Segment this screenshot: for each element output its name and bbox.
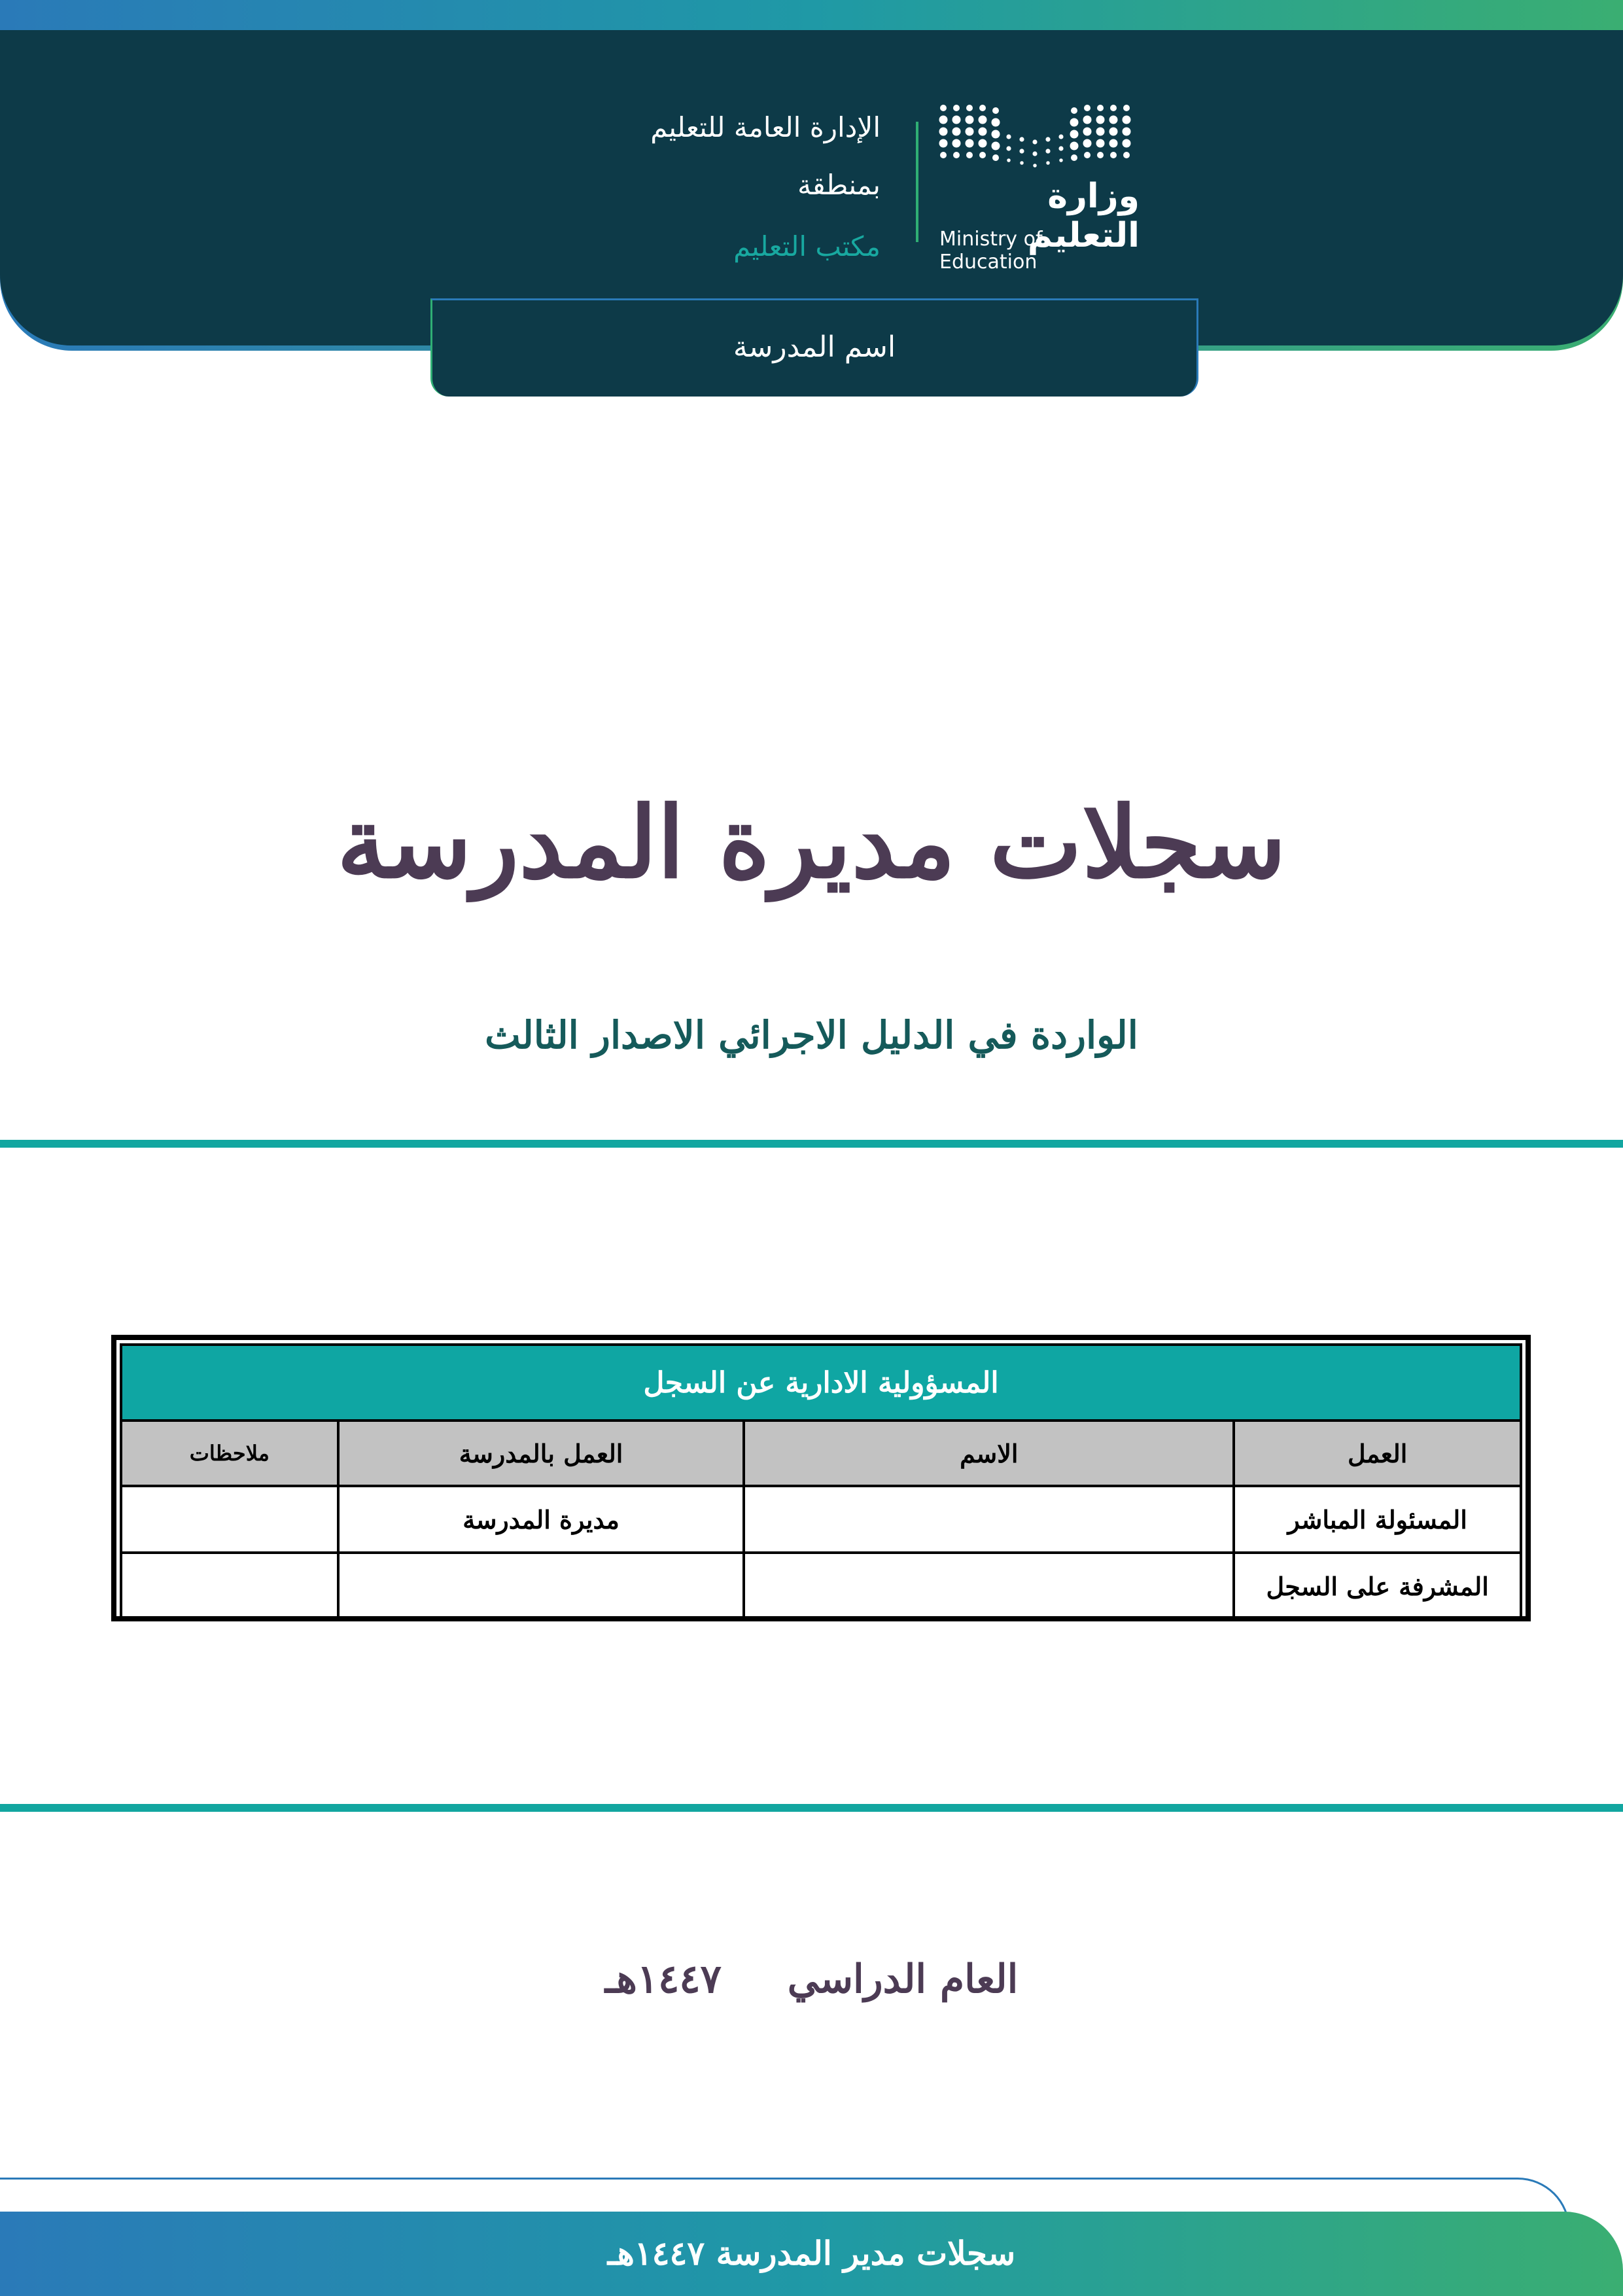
academic-year-value: ١٤٤٧هـ: [604, 1956, 722, 2002]
footer-bar: [0, 2212, 1623, 2296]
header-divider: [916, 122, 918, 242]
logo-dot: [1045, 137, 1050, 141]
logo-dot: [979, 139, 987, 148]
logo-dot: [992, 118, 1000, 127]
footer-text: سجلات مدير المدرسة ١٤٤٧هـ: [607, 2234, 1016, 2272]
logo-dot: [1096, 128, 1105, 136]
logo-dot: [1045, 149, 1050, 153]
logo-dot: [1083, 139, 1092, 148]
logo-dot: [992, 107, 999, 114]
school-name-tab: [430, 298, 1198, 397]
table-header-row: [121, 1421, 1521, 1486]
logo-dot: [1109, 128, 1118, 136]
logo-dot: [1109, 139, 1118, 148]
page-title: سجلات مديرة المدرسة: [336, 785, 1287, 900]
table-row: [121, 1553, 1521, 1619]
logo-dot: [1097, 105, 1104, 111]
logo-dot: [1123, 139, 1131, 148]
logo-dot: [992, 142, 1000, 150]
logo-dot: [952, 116, 961, 124]
logo-dot: [966, 152, 973, 158]
table-row: [121, 1486, 1521, 1553]
logo-dot: [940, 105, 947, 111]
logo-dot: [1109, 116, 1118, 124]
logo-dot: [1058, 134, 1063, 139]
admin-line-1: الإدارة العامة للتعليم: [650, 111, 881, 143]
responsibility-table-grid: [120, 1343, 1522, 1621]
divider-line-bottom: [0, 1804, 1623, 1812]
page-subtitle: الواردة في الدليل الاجرائي الاصدار الثالث: [485, 1013, 1138, 1057]
logo-dot: [1123, 152, 1130, 158]
logo-dot: [1123, 128, 1131, 136]
table-cell[interactable]: [744, 1486, 1234, 1553]
logo-dot: [1032, 139, 1037, 144]
admin-line-3: مكتب التعليم: [733, 230, 881, 262]
logo-dot: [1019, 137, 1024, 141]
table-cell[interactable]: [744, 1553, 1234, 1619]
school-name: اسم المدرسة: [733, 330, 896, 364]
logo-dot: [1071, 107, 1077, 114]
logo-dot: [953, 105, 960, 111]
logo-english-text: Ministry of Education: [939, 228, 1043, 274]
table-cell[interactable]: [121, 1553, 338, 1619]
table-cell: المسئولة المباشر: [1234, 1486, 1521, 1553]
logo-dot: [1123, 105, 1130, 111]
logo-dot: [952, 128, 961, 136]
logo-dot: [1019, 149, 1024, 153]
logo-dot: [940, 152, 947, 158]
admin-line-2: بمنطقة: [797, 169, 881, 201]
academic-year-label: العام الدراسي: [787, 1956, 1019, 2002]
logo-dot: [966, 139, 974, 148]
logo-dot: [953, 152, 960, 158]
col-header-school-role: العمل بالمدرسة: [338, 1421, 744, 1486]
logo-dot: [966, 128, 974, 136]
col-header-work: العمل: [1234, 1421, 1521, 1486]
logo-dot: [979, 128, 987, 136]
logo-dot: [979, 152, 986, 158]
logo-dot: [966, 116, 974, 124]
col-header-name: الاسم: [744, 1421, 1234, 1486]
logo-dot: [1032, 151, 1037, 156]
table-cell: المشرفة على السجل: [1234, 1553, 1521, 1619]
logo-dot: [992, 130, 1000, 139]
logo-dot: [1083, 128, 1092, 136]
logo-dot: [1110, 105, 1117, 111]
logo-dot: [952, 139, 961, 148]
logo-dot: [1084, 152, 1091, 158]
logo-dot: [1006, 146, 1011, 150]
responsibility-table: [111, 1335, 1531, 1621]
logo-dot: [1096, 116, 1105, 124]
logo-dot: [1096, 139, 1105, 148]
logo-dot: [1070, 118, 1079, 127]
logo-dot: [1046, 161, 1050, 165]
logo-dot: [1070, 142, 1079, 150]
logo-dot: [992, 154, 999, 161]
top-gradient-strip: [0, 0, 1623, 30]
table-caption: المسؤولية الادارية عن السجل: [121, 1345, 1521, 1421]
logo-dot: [1070, 130, 1079, 139]
logo-dot: [1058, 146, 1063, 150]
logo-dot: [1033, 164, 1037, 168]
logo-dot: [1083, 116, 1092, 124]
logo-dot: [979, 105, 986, 111]
logo-dot: [1007, 158, 1011, 162]
logo-dot: [1020, 161, 1024, 165]
logo-dot: [939, 139, 948, 148]
divider-line-top: [0, 1140, 1623, 1148]
logo-dot: [1110, 152, 1117, 158]
logo-dot: [979, 116, 987, 124]
table-cell[interactable]: [338, 1553, 744, 1619]
logo-dot: [939, 128, 948, 136]
table-caption-row: [121, 1345, 1521, 1421]
logo-dot: [1097, 152, 1104, 158]
logo-dot: [1084, 105, 1091, 111]
table-cell[interactable]: [121, 1486, 338, 1553]
logo-dot: [1123, 116, 1131, 124]
table-cell: مديرة المدرسة: [338, 1486, 744, 1553]
logo-dot: [939, 116, 948, 124]
logo-dot: [966, 105, 973, 111]
logo-dot: [1006, 134, 1011, 139]
col-header-notes: ملاحظات: [121, 1421, 338, 1486]
logo-dot: [1059, 158, 1063, 162]
logo-arabic-text: وزارة التعليم: [1027, 177, 1140, 255]
logo-dot: [1071, 154, 1077, 161]
academic-year: [0, 1956, 1623, 2002]
